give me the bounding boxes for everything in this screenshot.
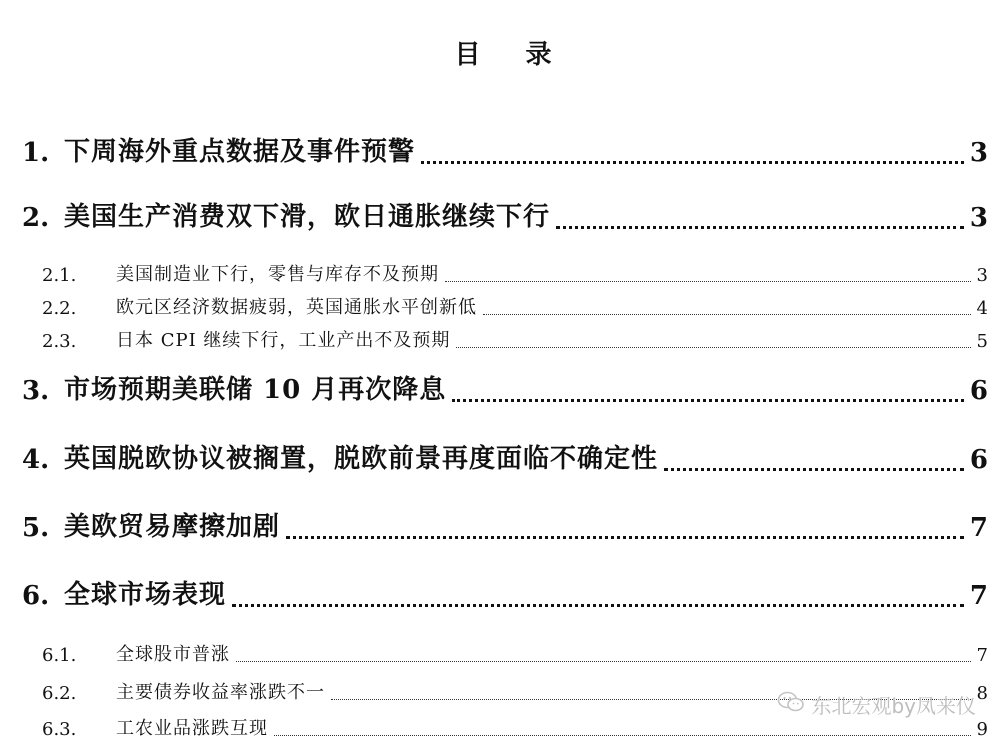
dot-leader (274, 735, 971, 736)
toc-entry-page: 3 (969, 203, 988, 233)
toc-entry[interactable] (0, 441, 1006, 481)
toc-entry-page: 7 (969, 513, 988, 543)
dot-leader (445, 281, 971, 282)
toc-entry-number: 4. (22, 445, 50, 475)
watermark (777, 688, 976, 720)
toc-entry-page: 6 (969, 445, 988, 475)
toc-entry[interactable] (0, 199, 1006, 239)
toc-entry[interactable] (0, 509, 1006, 549)
dot-leader (452, 399, 964, 402)
dot-leader (286, 536, 964, 539)
toc-entry-number: 6.3. (42, 719, 77, 740)
wechat-icon (777, 690, 811, 719)
toc-entry-label: 欧元区经济数据疲弱，英国通胀水平创新低 (116, 297, 477, 318)
toc-entry[interactable] (0, 372, 1006, 412)
toc-entry-number: 5. (22, 513, 50, 543)
page-title: 目 录 (454, 40, 570, 70)
dot-leader (456, 347, 971, 348)
toc-entry-page: 3 (976, 265, 988, 286)
toc-entry-number: 2.2. (42, 298, 77, 319)
toc-entry-label: 美国制造业下行，零售与库存不及预期 (116, 264, 439, 285)
toc-entry-label: 市场预期美联储 10 月再次降息 (64, 375, 447, 405)
toc-entry[interactable] (0, 134, 1006, 174)
toc-entry-page: 4 (976, 298, 988, 319)
toc-entry-label: 下周海外重点数据及事件预警 (64, 137, 416, 167)
toc-entry-page: 3 (969, 138, 988, 168)
dot-leader (236, 661, 971, 662)
toc-entry-page: 9 (976, 719, 988, 740)
toc-subentry[interactable] (0, 630, 1006, 670)
toc-entry-number: 2.3. (42, 331, 77, 352)
toc-entry-label: 英国脱欧协议被搁置，脱欧前景再度面临不确定性 (64, 444, 659, 474)
toc-entry-number: 2.1. (42, 265, 77, 286)
toc-entry-label: 全球股市普涨 (116, 644, 230, 665)
dot-leader (664, 468, 964, 471)
toc-entry-number: 6.2. (42, 683, 77, 704)
toc-entry-label: 美国生产消费双下滑，欧日通胀继续下行 (64, 202, 551, 232)
toc-entry-label: 主要债券收益率涨跌不一 (116, 682, 325, 703)
toc-entry-page: 8 (976, 683, 988, 704)
toc-entry-page: 7 (976, 645, 988, 666)
watermark-text: 东北宏观by凤来仪 (811, 693, 976, 718)
dot-leader (232, 604, 964, 607)
dot-leader (421, 161, 964, 164)
toc-entry-number: 6.1. (42, 645, 77, 666)
toc-entry-label: 日本 CPI 继续下行，工业产出不及预期 (116, 330, 451, 351)
toc-entry[interactable] (0, 577, 1006, 617)
toc-entry-label: 美欧贸易摩擦加剧 (64, 512, 281, 542)
dot-leader (483, 314, 971, 315)
toc-entry-page: 6 (969, 376, 988, 406)
toc-entry-number: 2. (22, 203, 50, 233)
toc-entry-number: 3. (22, 376, 50, 406)
dot-leader (556, 226, 964, 229)
toc-subentry[interactable] (0, 316, 1006, 356)
toc-entry-label: 工农业品涨跌互现 (116, 718, 268, 739)
toc-entry-page: 5 (976, 331, 988, 352)
toc-entry-page: 7 (969, 581, 988, 611)
toc-entry-number: 6. (22, 581, 50, 611)
toc-entry-label: 全球市场表现 (64, 580, 227, 610)
toc-entry-number: 1. (22, 138, 50, 168)
